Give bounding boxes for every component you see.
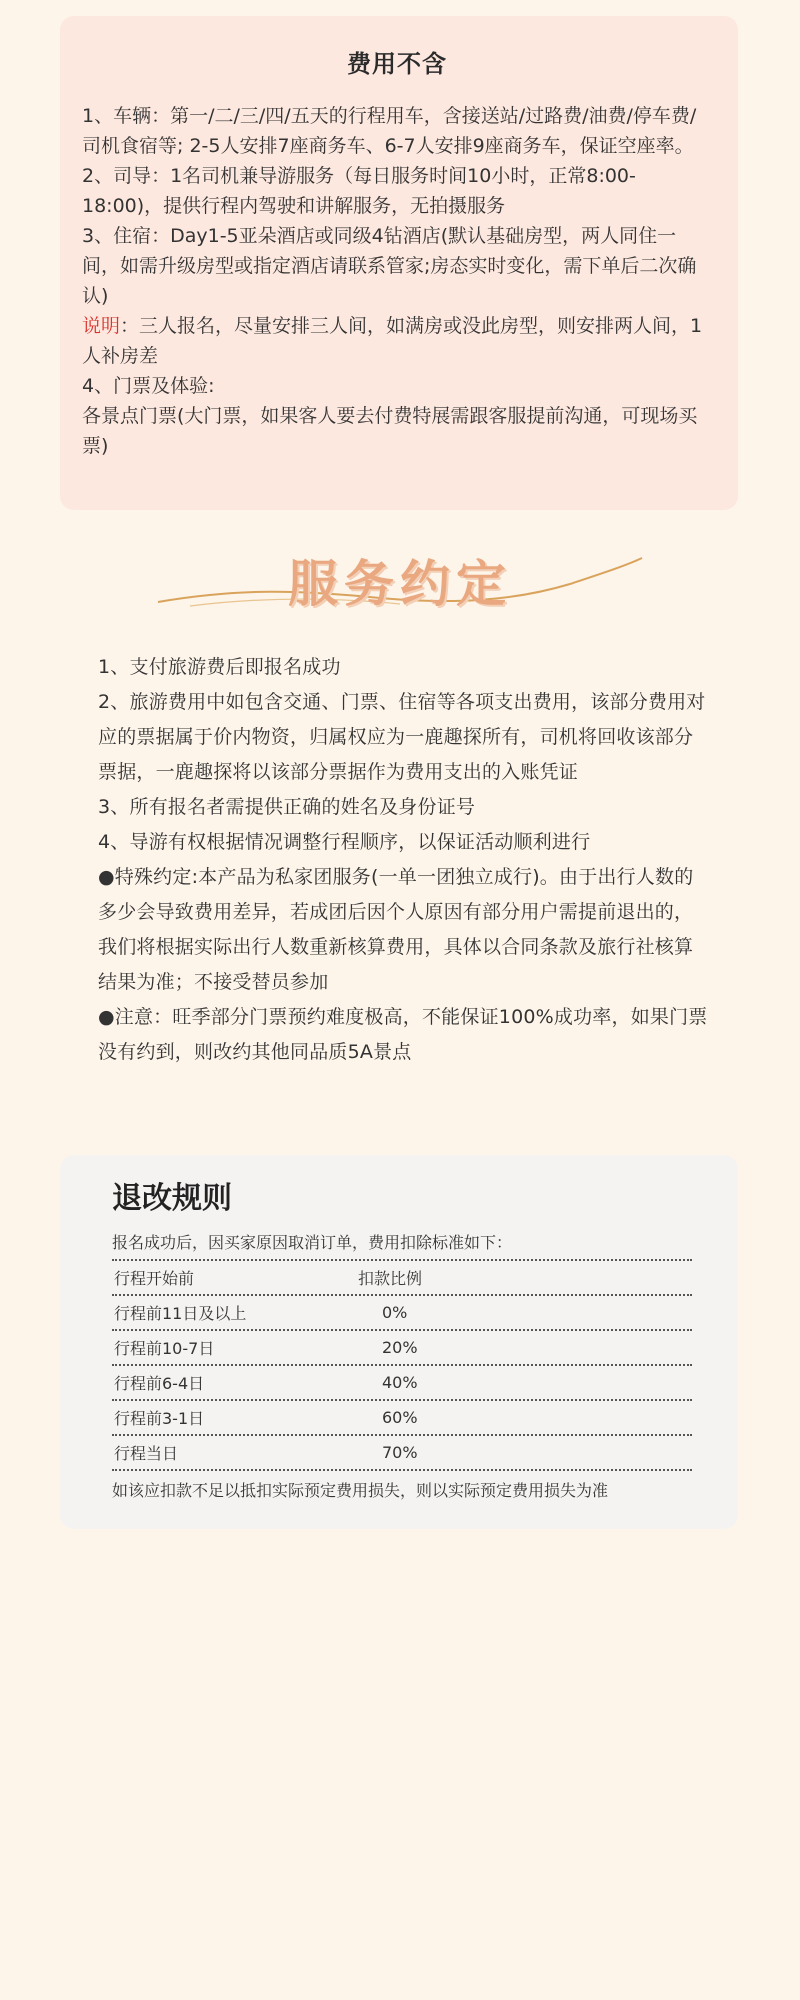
row-period: 行程前3-1日 [114,1409,205,1428]
table-row [112,1296,692,1331]
excluded-fees-card [60,16,738,510]
excluded-item-tickets-title: 4、门票及体验: [82,375,215,397]
service-item-notice: ●注意：旺季部分门票预约难度极高，不能保证100%成功率，如果门票没有约到，则改约其他同品质5A景点 [98,1006,708,1063]
row-ratio: 20% [382,1338,418,1357]
table-row [112,1331,692,1366]
refund-intro: 报名成功后，因买家原因取消订单，费用扣除标准如下： [112,1231,692,1261]
refund-table-header [112,1261,692,1296]
excluded-note [82,311,712,371]
excluded-fees-title: 费用不含 [347,50,447,78]
excluded-item-driver: 2、司导：1名司机兼导游服务（每日服务时间10小时，正常8:00-18:00)，提供行程内驾驶和讲解服务，无拍摄服务 [82,165,636,217]
service-item: 3、所有报名者需提供正确的姓名及身份证号 [98,796,476,818]
service-agreement-title: 服务约定 [288,554,512,613]
row-period: 行程当日 [114,1444,179,1463]
table-row [112,1436,692,1471]
row-period: 行程前6-4日 [114,1374,205,1393]
table-row [112,1401,692,1436]
row-period: 行程前10-7日 [114,1339,215,1358]
service-item-special: ●特殊约定:本产品为私家团服务(一单一团独立成行)。由于出行人数的多少会导致费用差异，若成团后因个人原因有部分用户需提前退出的，我们将根据实际出行人数重新核算费用，具体以合同条款及旅行社核算结果为准；不接受替员参加 [98,866,694,993]
note-text: ：三人报名，尽量安排三人间，如满房或没此房型，则安排两人间，1人补房差 [82,315,703,367]
excluded-item-vehicle: 1、车辆：第一/二/三/四/五天的行程用车，含接送站/过路费/油费/停车费/司机食宿等; 2-5人安排7座商务车、6-7人安排9座商务车，保证空座率。 [82,105,697,157]
service-agreement-header [150,540,650,630]
service-agreement-body [98,650,708,1070]
service-item: 4、导游有权根据情况调整行程顺序，以保证活动顺利进行 [98,831,591,853]
excluded-item-tickets-text: 各景点门票(大门票，如果客人要去付费特展需跟客服提前沟通，可现场买票) [82,405,698,457]
header-ratio: 扣款比例 [358,1269,423,1288]
note-label: 说明 [82,315,121,337]
excluded-item-hotel: 3、住宿：Day1-5亚朵酒店或同级4钻酒店(默认基础房型，两人同住一间，如需升级房型或指定酒店请联系管家;房态实时变化，需下单后二次确认) [82,225,697,307]
service-item: 2、旅游费用中如包含交通、门票、住宿等各项支出费用，该部分费用对应的票据属于价内物资，归属权应为一鹿趣探所有，司机将回收该部分票据，一鹿趣探将以该部分票据作为费用支出的入账凭证 [98,691,706,783]
header-period: 行程开始前 [114,1269,195,1288]
row-ratio: 40% [382,1373,418,1392]
row-ratio: 60% [382,1408,418,1427]
service-item: 1、支付旅游费后即报名成功 [98,656,341,678]
table-row [112,1366,692,1401]
refund-policy-card [60,1155,738,1529]
refund-policy-title: 退改规则 [112,1181,232,1216]
row-period: 行程前11日及以上 [114,1304,247,1323]
row-ratio: 0% [382,1303,408,1322]
row-ratio: 70% [382,1443,418,1462]
refund-footer: 如该应扣款不足以抵扣实际预定费用损失，则以实际预定费用损失为准 [112,1481,609,1500]
